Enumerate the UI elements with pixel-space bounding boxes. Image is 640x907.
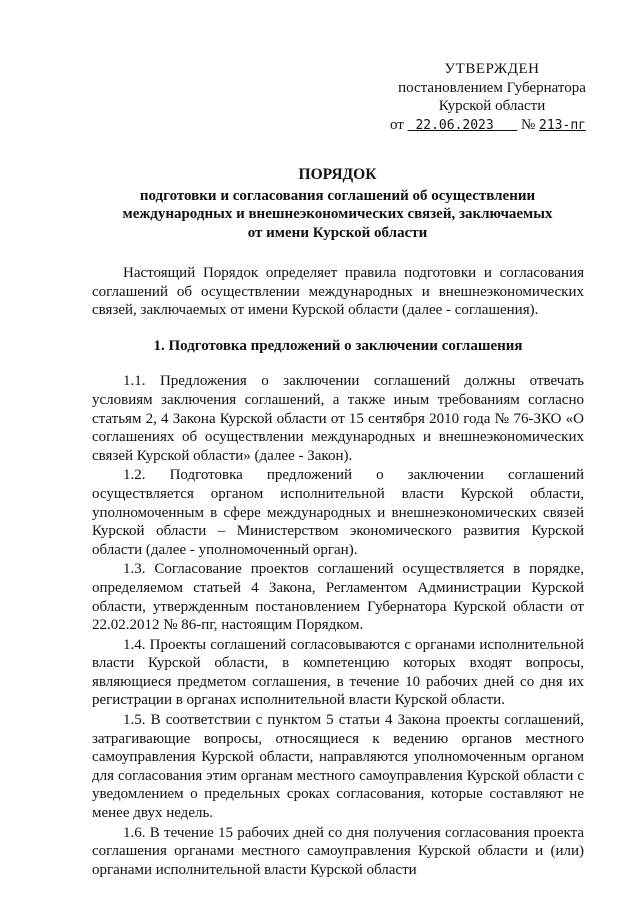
title-main: ПОРЯДОК [298, 166, 377, 183]
approval-number: 213-пг [539, 117, 586, 133]
date-prefix: от [390, 116, 404, 133]
paragraph-1-1: 1.1. Предложения о заключении соглашений должны отвечать условиям заключения соглашений, а также иным требованиям согласно статьям 2, 4 Закона Курской области от 15 сентября 2010 года № 76-ЗКО «О соглашениях об осуществлении международных и внешнеэкономических связей Курской области» (далее - Закон). [92, 373, 584, 464]
number-prefix: № [520, 116, 536, 133]
approval-line-1: постановлением Губернатора [398, 79, 586, 96]
document-title [90, 166, 585, 242]
approval-date: 22.06.2023 [415, 117, 494, 133]
title-line-1: подготовки и согласования соглашений об осуществлении [139, 187, 536, 204]
title-line-3: от имени Курской области [247, 224, 428, 241]
title-line-2: международных и внешнеэкономических связей, заключаемых [122, 206, 553, 222]
approval-line-2: Курской области [438, 98, 546, 114]
paragraph-1-6: 1.6. В течение 15 рабочих дней со дня получения согласования проекта соглашения органами местного самоуправления Курской области и (или) органами исполнительной власти Курской области [92, 824, 584, 878]
intro-paragraph: Настоящий Порядок определяет правила подготовки и согласования соглашений об осуществлении международных и внешнеэкономических связей, заключаемых от имени Курской области (далее - соглашения). [92, 265, 584, 319]
approved-label: УТВЕРЖДЕН [444, 61, 540, 77]
approval-stamp [392, 60, 592, 135]
paragraph-1-4: 1.4. Проекты соглашений согласовываются с органами исполнительной власти Курской области, в компетенцию которых входят вопросы, являющиеся предметом соглашения, в течение 10 рабочих дней со дня их регистрации в органах исполнительной власти Курской области. [92, 636, 584, 709]
paragraph-1-3: 1.3. Согласование проектов соглашений осуществляется в порядке, определяемом статьей 4 Закона, Регламентом Администрации Курской области, утвержденным постановлением Губернатора Курской области от 22.02.2012 № 86-пг, настоящим Порядком. [92, 561, 584, 634]
document-body [92, 264, 584, 880]
paragraph-1-2: 1.2. Подготовка предложений о заключении соглашений осуществляется органом исполнительной власти Курской области, уполномоченным в сфере международных и внешнеэкономических связей Курской области – Министерством экономического развития Курской области (далее - уполномоченный орган). [92, 467, 584, 558]
paragraph-1-5: 1.5. В соответствии с пунктом 5 статьи 4 Закона проекты соглашений, затрагивающие вопросы, относящиеся к ведению органов местного самоуправления Курской области, направляются уполномоченным органом для согласования этим органам местного самоуправления Курской области с уведомлением о предельных сроках согласования, которые составляют не менее двух недель. [92, 712, 584, 822]
approval-date-line [390, 116, 592, 136]
section-1-heading: 1. Подготовка предложений о заключении соглашения [153, 337, 523, 354]
